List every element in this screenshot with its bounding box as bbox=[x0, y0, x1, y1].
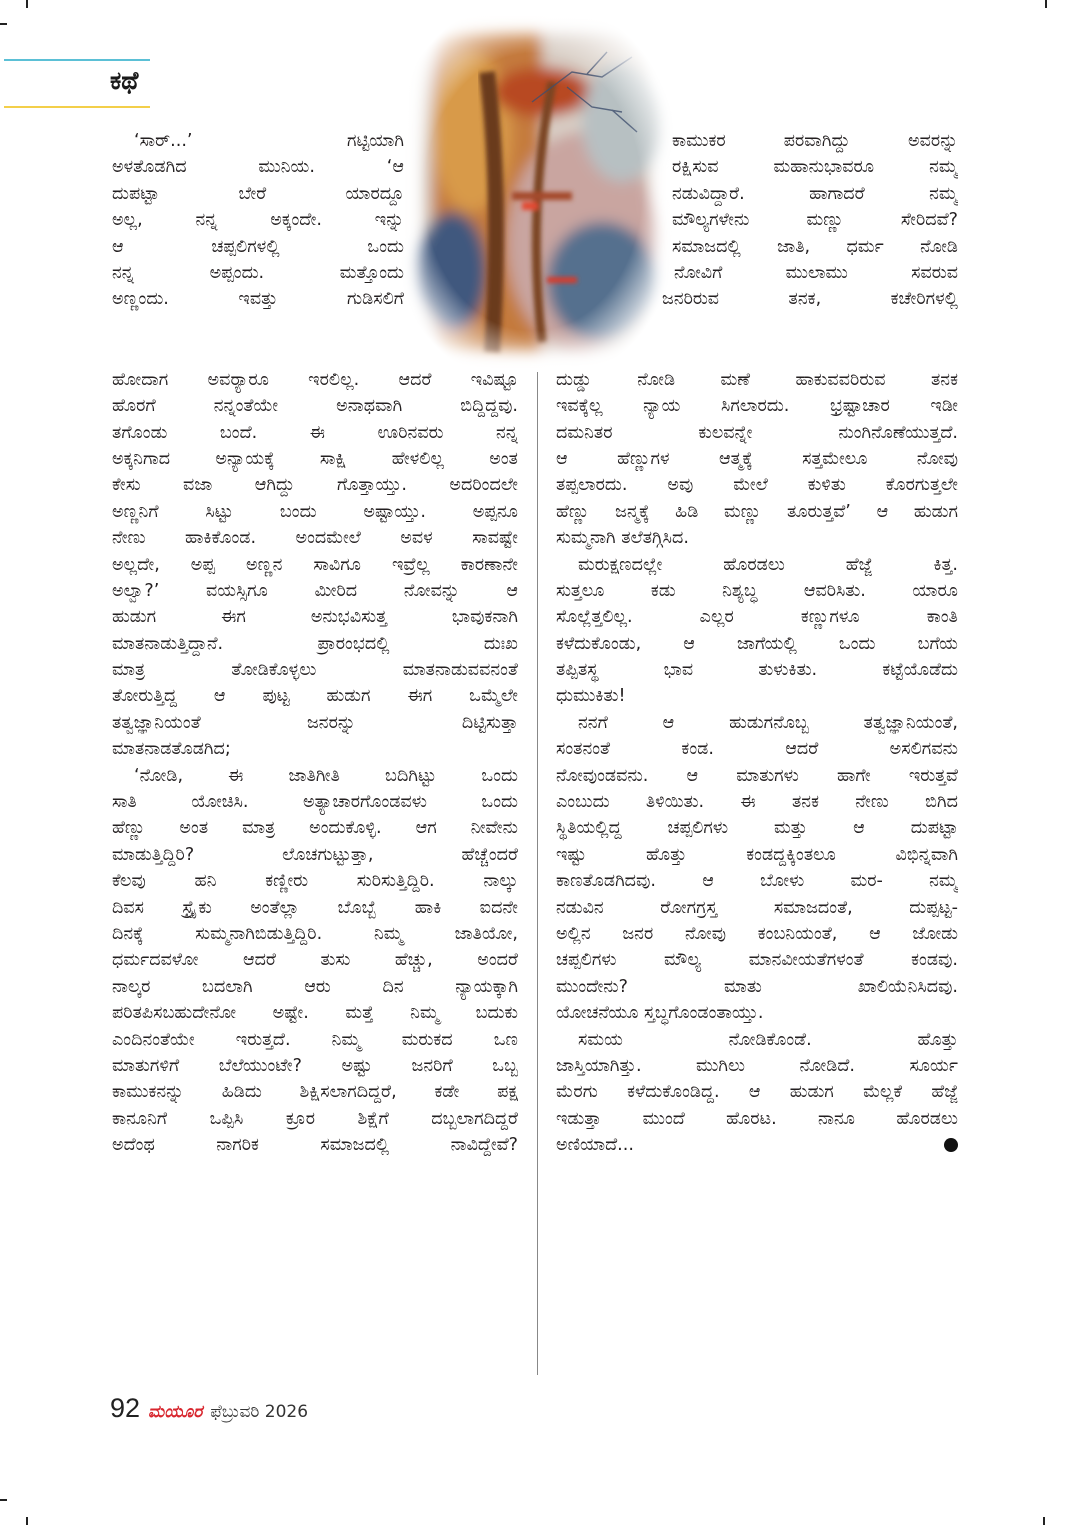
text-line: ‘ಸಾರ್...’ ಗಟ್ಟಿಯಾಗಿ bbox=[134, 131, 404, 151]
text-line: ಮಾತನಾಡುತ್ತಿದ್ದಾನೆ. ಪ್ರಾರಂಭದಲ್ಲಿ ದುಃಖ bbox=[112, 633, 518, 654]
text-line: ಸ್ಥಿತಿಯಲ್ಲಿದ್ದ ಚಪ್ಪಲಿಗಳು ಮತ್ತು ಆ ದುಪಟ್ಟಾ bbox=[556, 818, 958, 839]
story-illustration bbox=[392, 12, 674, 372]
crop-mark bbox=[1045, 0, 1047, 8]
text-line: ಮಾತುಗಳಿಗೆ ಬೆಲೆಯುಂಟೇ? ಅಷ್ಟು ಜನರಿಗೆ ಒಬ್ಬ bbox=[112, 1055, 518, 1076]
right-column bbox=[662, 128, 958, 313]
text-line: ಕಾಣತೊಡಗಿದವು. ಆ ಬೋಳು ಮರ- ನಮ್ಮ bbox=[556, 871, 958, 892]
text-line: ಹೆಣ್ಣು ಜನ್ಮಕ್ಕೆ ಹಿಡಿ ಮಣ್ಣು ತೂರುತ್ತವೆ’ ಆ ಹುಡುಗ bbox=[556, 501, 958, 522]
crop-mark bbox=[1043, 1517, 1045, 1525]
text-line: ನಾಲ್ಕರ ಬದಲಾಗಿ ಆರು ದಿನ ನ್ಯಾಯಕ್ಕಾಗಿ bbox=[112, 976, 518, 997]
text-line: ಇವಕ್ಕೆಲ್ಲ ನ್ಯಾಯ ಸಿಗಲಾರದು. ಭ್ರಷ್ಟಾಚಾರ ಇಡೀ bbox=[556, 396, 958, 417]
text-line: ಮಾಡುತ್ತಿದ್ದಿರಿ? ಲೊಚಗುಟ್ಟುತ್ತಾ, ಹೆಚ್ಚೆಂದರೆ bbox=[112, 844, 518, 865]
text-line: ಜಾಸ್ತಿಯಾಗಿತ್ತು. ಮುಗಿಲು ನೋಡಿದೆ. ಸೂರ್ಯ bbox=[556, 1055, 958, 1076]
issue-date: ಫೆಬ್ರುವರಿ 2026 bbox=[210, 1402, 309, 1422]
text-line: ನನಗೆ ಆ ಹುಡುಗನೊಬ್ಬ ತತ್ವಜ್ಞಾನಿಯಂತೆ, bbox=[578, 712, 958, 733]
text-line: ಪರಿತಪಿಸಬಹುದೇನೋ ಅಷ್ಟೇ. ಮತ್ತೆ ನಿಮ್ಮ ಬದುಕು bbox=[112, 1003, 518, 1024]
last-line bbox=[556, 1132, 958, 1158]
text-line: ಅಲ್ಲದೇ, ಅಪ್ಪ ಅಣ್ಣನ ಸಾವಿಗೂ ಇವ್ರೆಲ್ಲ ಕಾರಣಾನೇ bbox=[112, 554, 518, 575]
text-line: ಎಂದಿನಂತೆಯೇ ಇರುತ್ತದೆ. ನಿಮ್ಮ ಮರುಕದ ಒಣ bbox=[112, 1029, 518, 1050]
column-divider bbox=[537, 372, 538, 1375]
text-line: ಅಲ್ವಾ?’ ವಯಸ್ಸಿಗೂ ಮೀರಿದ ನೋವನ್ನು ಆ bbox=[112, 580, 518, 601]
text-line: ಕೇಸು ವಜಾ ಆಗಿದ್ದು ಗೊತ್ತಾಯ್ತು. ಅದರಿಂದಲೇ bbox=[112, 475, 518, 496]
text-line: ಸಂತನಂತೆ ಕಂಡ. ಆದರೆ ಅಸಲಿಗವನು bbox=[556, 739, 958, 760]
crop-mark bbox=[26, 1517, 28, 1525]
text-line: ಅಣ್ಣನಿಗೆ ಸಿಟ್ಟು ಬಂದು ಅಷ್ಟಾಯ್ತು. ಅಪ್ಪನೂ bbox=[112, 501, 518, 522]
text-line: ಇಡುತ್ತಾ ಮುಂದೆ ಹೊರಟ. ನಾನೂ ಹೊರಡಲು bbox=[556, 1108, 958, 1129]
text-line: ಸಮಾಜದಲ್ಲಿ ಜಾತಿ, ಧರ್ಮ ನೋಡಿ bbox=[672, 236, 958, 257]
text-line: ದುಡ್ಡು ನೋಡಿ ಮಣೆ ಹಾಕುವವರಿರುವ ತನಕ bbox=[556, 369, 958, 390]
text-line: ತತ್ವಜ್ಞಾನಿಯಂತೆ ಜನರನ್ನು ದಿಟ್ಟಿಸುತ್ತಾ bbox=[112, 712, 518, 733]
text-line: ಯೋಚನೆಯೂ ಸ್ತಬ್ಧಗೊಂಡಂತಾಯ್ತು. bbox=[556, 1003, 764, 1024]
crop-mark bbox=[0, 1499, 7, 1501]
text-line: ಮಾತನಾಡತೊಡಗಿದ; bbox=[112, 739, 231, 760]
text-line: ದಿವಸ ಸ್ಟ್ರೈಕು ಅಂತೆಲ್ಲಾ ಬೊಬ್ಬೆ ಹಾಕಿ ಐದನೇ bbox=[112, 897, 518, 918]
crop-mark bbox=[0, 23, 7, 25]
text-line: ಕಾಮುಕರ ಪರವಾಗಿದ್ದು ಅವರನ್ನು bbox=[672, 131, 958, 151]
text-line: ತಗೊಂಡು ಬಂದೆ. ಈ ಊರಿನವರು ನನ್ನ bbox=[112, 422, 518, 443]
text-line: ಧುಮುಕಿತು! bbox=[556, 686, 626, 707]
text-line: ದಮನಿತರ ಕುಲವನ್ನೇ ನುಂಗಿನೊಣೆಯುತ್ತದೆ. bbox=[556, 422, 958, 443]
section-rule-top bbox=[4, 59, 150, 61]
text-line: ಕಾನೂನಿಗೆ ಒಪ್ಪಿಸಿ ಕ್ರೂರ ಶಿಕ್ಷೆಗೆ ದಬ್ಬಲಾಗದಿದ್ದರೆ bbox=[112, 1108, 518, 1129]
end-of-story-bullet-icon bbox=[944, 1138, 958, 1152]
magazine-logo: ಮಯೂರ bbox=[148, 1402, 203, 1422]
text-line: ಮೌಲ್ಯಗಳೇನು ಮಣ್ಣು ಸೇರಿದವೆ? bbox=[672, 210, 958, 231]
text-line: ಚಪ್ಪಲಿಗಳು ಮೌಲ್ಯ ಮಾನವೀಯತೆಗಳಂತೆ ಕಂಡವು. bbox=[556, 950, 958, 971]
text-line: ನಡುವಿದ್ದಾರೆ. ಹಾಗಾದರೆ ನಮ್ಮ bbox=[672, 183, 958, 204]
page-footer bbox=[110, 1393, 308, 1424]
text-line: ಹೋದಾಗ ಅವರ್‍ಯಾರೂ ಇರಲಿಲ್ಲ. ಆದರೆ ಇವಿಷ್ಟೂ bbox=[112, 369, 518, 390]
text-line: ದಿನಕ್ಕೆ ಸುಮ್ಮನಾಗಿಬಿಡುತ್ತಿದ್ದಿರಿ. ನಿಮ್ಮ ಜಾತಿಯೋ, bbox=[112, 924, 518, 944]
text-line: ಮುಂದೇನು? ಮಾತು ಖಾಲಿಯೆನಿಸಿದವು. bbox=[556, 976, 958, 997]
left-column bbox=[112, 128, 404, 313]
text-line: ದುಪಟ್ಟಾ ಬೇರೆ ಯಾರದ್ದೂ bbox=[112, 183, 404, 204]
text-line: ನಡುವಿನ ರೋಗಗ್ರಸ್ತ ಸಮಾಜದಂತೆ, ದುಪ್ಪಟ್ಟ- bbox=[556, 897, 958, 918]
text-line: ತಪ್ಪಲಾರದು. ಅವು ಮೇಲೆ ಕುಳಿತು ಕೊರಗುತ್ತಲೇ bbox=[556, 475, 958, 496]
text-line: ಅದೆಂಥ ನಾಗರಿಕ ಸಮಾಜದಲ್ಲಿ ನಾವಿದ್ದೇವೆ? bbox=[112, 1135, 518, 1156]
section-rule-bottom bbox=[4, 106, 150, 108]
text-line: ತಪ್ಪಿತಸ್ಥ ಭಾವ ತುಳುಕಿತು. ಕಟ್ಟೆಯೊಡೆದು bbox=[556, 660, 958, 681]
text-line: ನೋವುಂಡವನು. ಆ ಮಾತುಗಳು ಹಾಗೇ ಇರುತ್ತವೆ bbox=[556, 765, 958, 786]
text-line: ನೇಣು ಹಾಕಿಕೊಂಡ. ಅಂದಮೇಲೆ ಅವಳ ಸಾವಷ್ಟೇ bbox=[112, 528, 518, 549]
text-line: ರಕ್ಷಿಸುವ ಮಹಾನುಭಾವರೂ ನಮ್ಮ bbox=[672, 157, 958, 178]
text-line: ಅಣಿಯಾದೆ... bbox=[556, 1135, 634, 1156]
text-line: ಹೊರಗೆ ನನ್ನಂತೆಯೇ ಅನಾಥವಾಗಿ ಬಿದ್ದಿದ್ದವು. bbox=[112, 396, 518, 417]
text-line: ನೋವಿಗೆ ಮುಲಾಮು ಸವರುವ bbox=[674, 262, 958, 283]
text-line: ಎಂಬುದು ತಿಳಿಯಿತು. ಈ ತನಕ ನೇಣು ಬಿಗಿದ bbox=[556, 792, 958, 813]
text-line: ಸಾತಿ ಯೋಚಿಸಿ. ಅತ್ಯಾಚಾರಗೊಂಡವಳು ಒಂದು bbox=[112, 792, 518, 813]
text-line: ಕಳೆದುಕೊಂಡು, ಆ ಜಾಗೆಯಲ್ಲಿ ಒಂದು ಬಗೆಯ bbox=[556, 633, 958, 654]
text-line: ನನ್ನ ಅಪ್ಪಂದು. ಮತ್ತೊಂದು bbox=[112, 262, 404, 283]
text-line: ಮರುಕ್ಷಣದಲ್ಲೇ ಹೊರಡಲು ಹೆಜ್ಜೆ ಕಿತ್ತ. bbox=[578, 554, 958, 575]
text-line: ಅಲ್ಲ, ನನ್ನ ಅಕ್ಕಂದೇ. ಇನ್ನು bbox=[112, 210, 404, 231]
text-line: ಅಲ್ಲಿನ ಜನರ ನೋವು ಕಂಬನಿಯಂತೆ, ಆ ಜೋಡು bbox=[556, 924, 958, 944]
right-column-body bbox=[556, 367, 958, 1159]
text-line: ಹುಡುಗ ಈಗ ಅನುಭವಿಸುತ್ತ ಭಾವುಕನಾಗಿ bbox=[112, 607, 518, 628]
text-line: ‘ನೋಡಿ, ಈ ಜಾತಿಗೀತಿ ಬದಿಗಿಟ್ಟು ಒಂದು bbox=[134, 765, 518, 786]
text-line: ಸುಮ್ಮನಾಗಿ ತಲೆತಗ್ಗಿಸಿದ. bbox=[556, 528, 689, 549]
page-number: 92 bbox=[110, 1393, 141, 1423]
text-line: ಅಕ್ಕನಿಗಾದ ಅನ್ಯಾಯಕ್ಕೆ ಸಾಕ್ಷಿ ಹೇಳಲಿಲ್ಲ ಅಂತ bbox=[112, 448, 518, 469]
text-line: ತೋರುತ್ತಿದ್ದ ಆ ಪುಟ್ಟ ಹುಡುಗ ಈಗ ಒಮ್ಮೆಲೇ bbox=[112, 686, 518, 707]
text-line: ಸುತ್ತಲೂ ಕಡು ನಿಶ್ಯಬ್ಧ ಆವರಿಸಿತು. ಯಾರೂ bbox=[556, 580, 958, 601]
text-line: ಕಾಮುಕನನ್ನು ಹಿಡಿದು ಶಿಕ್ಷಿಸಲಾಗದಿದ್ದರೆ, ಕಡೇ ಪಕ್ಷ bbox=[112, 1082, 518, 1103]
text-line: ಕೆಲವು ಹನಿ ಕಣ್ಣೀರು ಸುರಿಸುತ್ತಿದ್ದಿರಿ. ನಾಲ್ಕು bbox=[112, 871, 518, 892]
text-line: ಧರ್ಮದವಳೋ ಆದರೆ ತುಸು ಹೆಚ್ಚು, ಅಂದರೆ bbox=[112, 950, 518, 971]
text-line: ಸೊಲ್ಲೆತ್ತಲಿಲ್ಲ. ಎಲ್ಲರ ಕಣ್ಣುಗಳೂ ಕಾಂತಿ bbox=[556, 607, 958, 628]
section-title: ಕಥೆ bbox=[110, 66, 139, 95]
text-line: ಜನರಿರುವ ತನಕ, ಕಚೇರಿಗಳಲ್ಲಿ bbox=[662, 289, 958, 310]
text-line: ಅಣ್ಣಂದು. ಇವತ್ತು ಗುಡಿಸಲಿಗೆ bbox=[112, 289, 404, 310]
text-line: ಸಮಯ ನೋಡಿಕೊಂಡೆ. ಹೊತ್ತು bbox=[578, 1029, 958, 1050]
text-line: ಅಳತೊಡಗಿದ ಮುನಿಯ. ‘ಆ bbox=[112, 157, 404, 178]
text-line: ಆ ಚಪ್ಪಲಿಗಳಲ್ಲಿ ಒಂದು bbox=[112, 236, 404, 257]
text-line: ಮೆರಗು ಕಳೆದುಕೊಂಡಿದ್ದ. ಆ ಹುಡುಗ ಮೆಲ್ಲಕೆ ಹೆಜ್ಜೆ bbox=[556, 1082, 958, 1103]
crop-mark bbox=[26, 0, 28, 8]
text-line: ಆ ಹೆಣ್ಣುಗಳ ಆತ್ಮಕ್ಕೆ ಸತ್ತಮೇಲೂ ನೋವು bbox=[556, 448, 958, 469]
left-column-body bbox=[112, 367, 518, 1159]
text-line: ಹೆಣ್ಣು ಅಂತ ಮಾತ್ರ ಅಂದುಕೊಳ್ಳಿ. ಆಗ ನೀವೇನು bbox=[112, 818, 518, 839]
text-line: ಇಷ್ಟು ಹೊತ್ತು ಕಂಡದ್ದಕ್ಕಿಂತಲೂ ವಿಭಿನ್ನವಾಗಿ bbox=[556, 844, 958, 865]
text-line: ಮಾತ್ರ ತೋಡಿಕೊಳ್ಳಲು ಮಾತನಾಡುವವನಂತೆ bbox=[112, 660, 518, 681]
